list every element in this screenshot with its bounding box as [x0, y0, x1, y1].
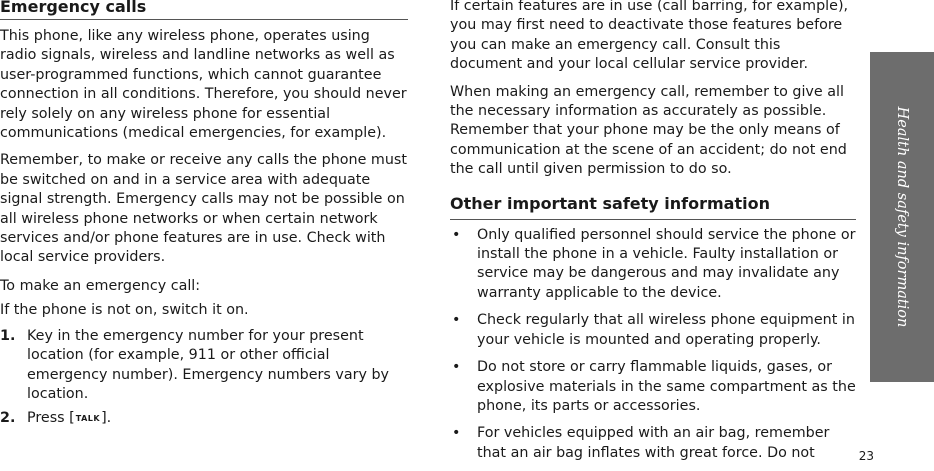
emergency-paragraph-3: To make an emergency call: [0, 277, 201, 294]
safety-bullet-list [450, 226, 856, 463]
left-column [0, 0, 408, 429]
bullet-text: Only qualified personnel should service the phone or install the phone in a vehicle. Faulty installation or service may be dangerous and may invalidate any warranty applicable to the device. [477, 226, 856, 301]
bullet-marker: • [452, 359, 461, 376]
step-2 [0, 409, 408, 428]
bullet-marker: • [452, 312, 461, 329]
section-tab-label: Health and safety information [894, 106, 910, 328]
section-heading-other-safety [450, 195, 856, 220]
emergency-paragraph-1: This phone, like any wireless phone, operates using radio signals, wireless and landline networks as well as user-programmed functions, which cannot guarantee connection in all conditions. Therefore, you should never rely solely on any wireless phone for essential communications (medical emergencies, for example). [0, 28, 407, 142]
list-item [450, 358, 856, 416]
features-paragraph: If certain features are in use (call barring, for example), you may first need to deactivate those features before you can make an emergency call. Consult this document and your local cellular service provider. [450, 0, 849, 73]
information-paragraph: When making an emergency call, remember to give all the necessary information as accurately as possible. Remember that your phone may be the only means of communication at the scene of an accident; do not end the call until given permission to do so. [450, 83, 847, 178]
bullet-marker: • [452, 226, 461, 243]
step-1 [0, 327, 408, 405]
emergency-paragraph-4: If the phone is not on, switch it on. [0, 302, 249, 319]
right-column [450, 0, 856, 471]
bullet-text: Check regularly that all wireless phone equipment in your vehicle is mounted and operating properly. [477, 312, 855, 348]
other-safety-title: Other important safety information [450, 193, 770, 213]
section-side-tab [870, 52, 934, 382]
emergency-paragraph-2: Remember, to make or receive any calls the phone must be switched on and in a service area with adequate signal strength. Emergency calls may not be possible on all wireless phone networks or when certain network services and/or phone features are in use. Check with local service providers. [0, 152, 407, 266]
step-2-text [27, 409, 408, 428]
list-item [450, 311, 856, 350]
step-2-prefix: Press [ [27, 410, 75, 427]
talk-key-icon: TALK [75, 414, 101, 424]
step-2-suffix: ]. [101, 410, 112, 427]
step-1-text: Key in the emergency number for your present location (for example, 911 or other official emergency number). Emergency numbers vary by location. [27, 327, 390, 402]
list-item [450, 424, 856, 463]
step-2-number: 2. [0, 410, 16, 427]
bullet-text: For vehicles equipped with an air bag, remember that an air bag inflates with great force. Do not [477, 425, 830, 461]
emergency-calls-title: Emergency calls [0, 0, 147, 16]
step-1-number: 1. [0, 327, 16, 344]
list-item [450, 226, 856, 304]
section-heading-emergency [0, 0, 408, 20]
bullet-marker: • [452, 425, 461, 442]
bullet-text: Do not store or carry flammable liquids, gases, or explosive materials in the same compartment as the phone, its parts or accessories. [477, 359, 856, 414]
page-number: 23 [858, 449, 874, 463]
